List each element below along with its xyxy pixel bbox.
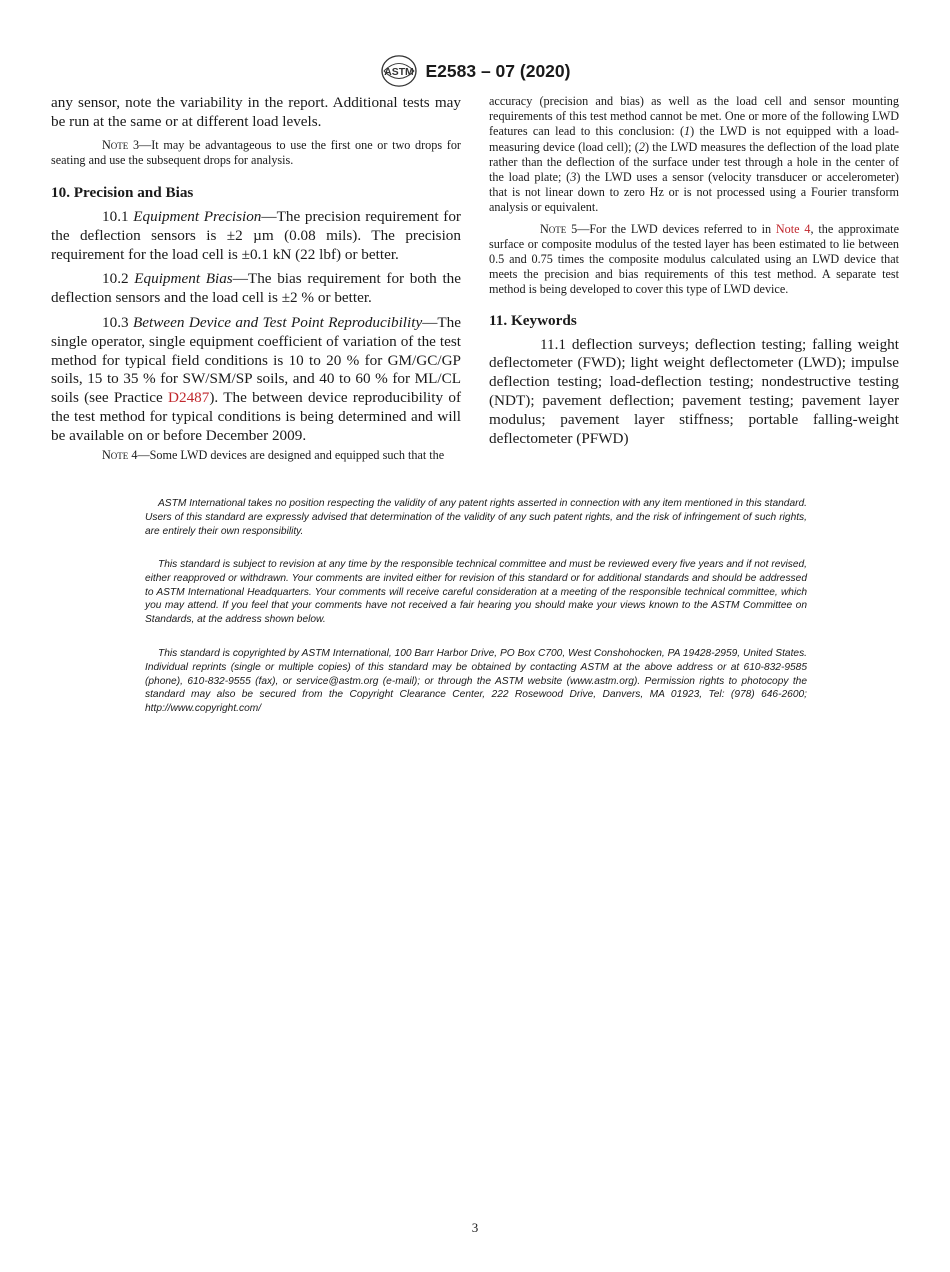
copyright-notice (145, 647, 807, 716)
note-4-continued (489, 94, 899, 216)
paragraph-10-2-number: 10.2 (102, 270, 135, 288)
svg-text:ASTM: ASTM (383, 66, 414, 78)
note-3-text: 3—It may be advantageous to use the first one or two drops for seating and use the subsequent drops for analysis. (51, 137, 461, 167)
astm-logo-icon (380, 54, 418, 88)
patent-notice (145, 497, 807, 538)
paragraph-10-3 (51, 314, 461, 446)
section-11-heading: 11. Keywords (489, 311, 577, 329)
paragraph-10-2-text: —The bias requirement for both the deflection sensors and the load cell is ±2 % or better. (51, 270, 461, 307)
item-2-marker: 2 (638, 139, 645, 154)
paragraph-10-2-title: Equipment Bias (134, 270, 233, 288)
note-5-label: Note (540, 221, 567, 236)
copyright-notice-text: This standard is copyrighted by ASTM International, 100 Barr Harbor Drive, PO Box C700, West Conshohocken, PA 19428-2959, United States. Individual reprints (single or multiple copies) of this standard may be obtained by contacting ASTM at the above address or at 610-832-9585 (phone), 610-832-9555 (fax), or service@astm.org (e-mail); or through the ASTM website (www.astm.org). Permission rights to photocopy the standard may also be secured from the Copyright Clearance Center, 222 Rosewood Drive, Danvers, MA 01923, Tel: (978) 646-2600; http://www.copyright.com/ (145, 648, 807, 715)
standard-designation: E2583 – 07 (2020) (425, 60, 571, 81)
item-1-marker: 1 (684, 124, 691, 139)
note-4-text: 4—Some LWD devices are designed and equipped such that the (128, 447, 445, 462)
page-number: 3 (471, 1220, 479, 1235)
paragraph-10-3-text-cont: ). The between device reproducibility of the test method for typical conditions is being determined and will be available on or before December 2009. (51, 389, 462, 444)
continued-paragraph: any sensor, note the variability in the report. Additional tests may be run at the same or at different load levels. (51, 94, 461, 130)
paragraph-10-3-text: —The single operator, single equipment coefficient of variation of the test method for typical field conditions is 10 to 20 % for GM/GC/GP soils, 15 to 35 % for SW/SM/SP soils, and 40 to 60 % for ML/CL soils (see Practice (51, 313, 461, 407)
page-header (0, 54, 950, 88)
paragraph-10-3-number: 10.3 (102, 313, 133, 331)
practice-d2487-link[interactable]: D2487 (168, 389, 210, 407)
patent-notice-text: ASTM International takes no position respecting the validity of any patent rights asserted in connection with any item mentioned in this standard. Users of this standard are expressly advised that determination of the validity of any such patent rights, and the risk of infringement of such rights, are entirely their own responsibility. (145, 498, 807, 537)
section-10-heading: 10. Precision and Bias (51, 184, 194, 201)
note-4-cont-b: ) the LWD is not equipped with a load-measuring device (load cell); ( (489, 124, 899, 154)
note-5-text: 5—For the LWD devices referred to in (566, 221, 776, 236)
paragraph-11-1: 11.1 deflection surveys; deflection testing; falling weight deflectometer (FWD); light weight deflectometer (LWD); impulse deflection testing; load-deflection testing; nondestructive testing (NDT); pavement deflection; pavement testing; pavement layer modulus; pavement layer stiffness; portable falling-weight deflectometer (PFWD) (489, 335, 899, 447)
paragraph-10-1 (51, 208, 461, 264)
note-4-link[interactable]: Note 4 (775, 221, 811, 236)
note-4-label: Note (102, 447, 129, 462)
note-4-cont-d: ) the LWD uses a sensor (velocity transducer or accelerometer) that is not linear down to zero Hz or is not processed using a Fourier transform analysis or equivalent. (489, 170, 899, 215)
paragraph-10-1-text: —The precision requirement for the deflection sensors is ±2 µm (0.08 mils). The precision requirement for the load cell is ±0.1 kN (22 lbf) or better. (51, 208, 461, 263)
right-column (489, 94, 899, 448)
revision-notice-text: This standard is subject to revision at any time by the responsible technical committee and must be reviewed every five years and if not revised, either reapproved or withdrawn. Your comments are invited either for revision of this standard or for additional standards and should be addressed to ASTM International Headquarters. Your comments will receive careful consideration at a meeting of the responsible technical committee, which you may attend. If you feel that your comments have not received a fair hearing you should make your views known to the ASTM Committee on Standards, at the address shown below. (145, 559, 807, 626)
note-4-cont-c: ) the LWD measures the deflection of the load plate rather than the deflection of the surface under test through a hole in the center of the load plate; ( (489, 139, 899, 185)
note-4-cont-a: accuracy (precision and bias) as well as the load cell and sensor mounting requirements of this test method cannot be met. One or more of the following LWD features can lead to this conclusion: ( (489, 94, 899, 139)
revision-notice (145, 558, 807, 627)
paragraph-10-1-title: Equipment Precision (133, 208, 262, 225)
paragraph-10-2 (51, 270, 461, 308)
note-5 (489, 222, 899, 298)
left-column (51, 94, 461, 463)
note-4 (51, 448, 461, 463)
item-3-marker: 3 (570, 170, 577, 185)
note-5-text-cont: , the approximate surface or composite modulus of the tested layer has been estimated to lie between 0.5 and 0.75 times the composite modulus calculated using an LWD device that meets the precision and bias requirements of this test method. A separate test method is being developed to cover this type of LWD device. (489, 221, 899, 297)
note-3 (51, 138, 461, 168)
paragraph-10-1-number: 10.1 (102, 208, 134, 225)
note-3-label: Note (102, 137, 129, 152)
paragraph-10-3-title: Between Device and Test Point Reproducibility (133, 313, 423, 331)
